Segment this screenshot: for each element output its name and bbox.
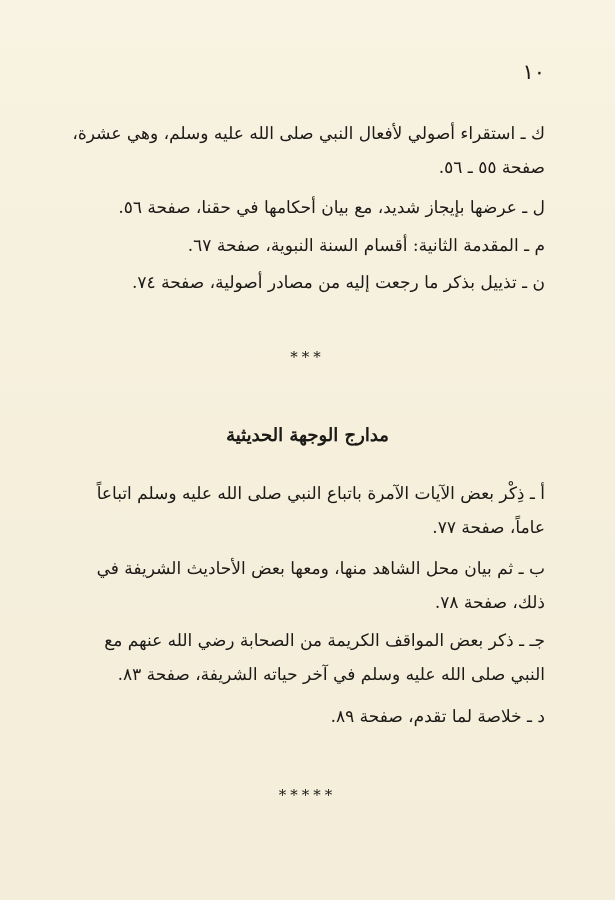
list-item-line: أ ـ ذِكْر بعض الآيات الآمرة باتباع النبي صلى الله عليه وسلم اتباعاً: [96, 484, 545, 504]
list-item-line: ب ـ ثم بيان محل الشاهد منها، ومعها بعض الأحاديث الشريفة في: [96, 559, 545, 579]
list-item-alif: [58, 477, 545, 545]
list-item-line: د ـ خلاصة لما تقدم، صفحة ٨٩.: [330, 707, 545, 727]
list-item-line: م ـ المقدمة الثانية: أقسام السنة النبوية، صفحة ٦٧.: [187, 236, 545, 256]
list-item-mim: [58, 229, 545, 263]
separator-stars: ***: [290, 348, 325, 366]
section-title: مدارج الوجهة الحديثية: [226, 425, 389, 446]
list-item-kaf: [58, 117, 545, 185]
list-item-jim: [58, 624, 545, 692]
list-item-nun: [58, 266, 545, 300]
list-item-ba: [58, 552, 545, 620]
list-item-line: ن ـ تذييل بذكر ما رجعت إليه من مصادر أصولية، صفحة ٧٤.: [132, 273, 545, 293]
list-item-line: ذلك، صفحة ٧٨.: [434, 593, 545, 613]
list-item-line: ل ـ عرضها بإيجاز شديد، مع بيان أحكامها في حقنا، صفحة ٥٦.: [118, 198, 545, 218]
separator-stars-end: *****: [278, 786, 337, 804]
list-item-line: عاماً، صفحة ٧٧.: [432, 518, 545, 538]
list-item-dal: [58, 700, 545, 734]
list-item-lam: [58, 191, 545, 225]
list-item-line: جـ ـ ذكر بعض المواقف الكريمة من الصحابة رضي الله عنهم مع: [104, 631, 545, 651]
list-item-line: صفحة ٥٥ ـ ٥٦.: [438, 158, 545, 178]
list-item-line: النبي صلى الله عليه وسلم في آخر حياته الشريفة، صفحة ٨٣.: [117, 665, 545, 685]
page-number: ١٠: [522, 60, 545, 84]
list-item-line: ك ـ استقراء أصولي لأفعال النبي صلى الله عليه وسلم، وهي عشرة،: [72, 124, 545, 144]
